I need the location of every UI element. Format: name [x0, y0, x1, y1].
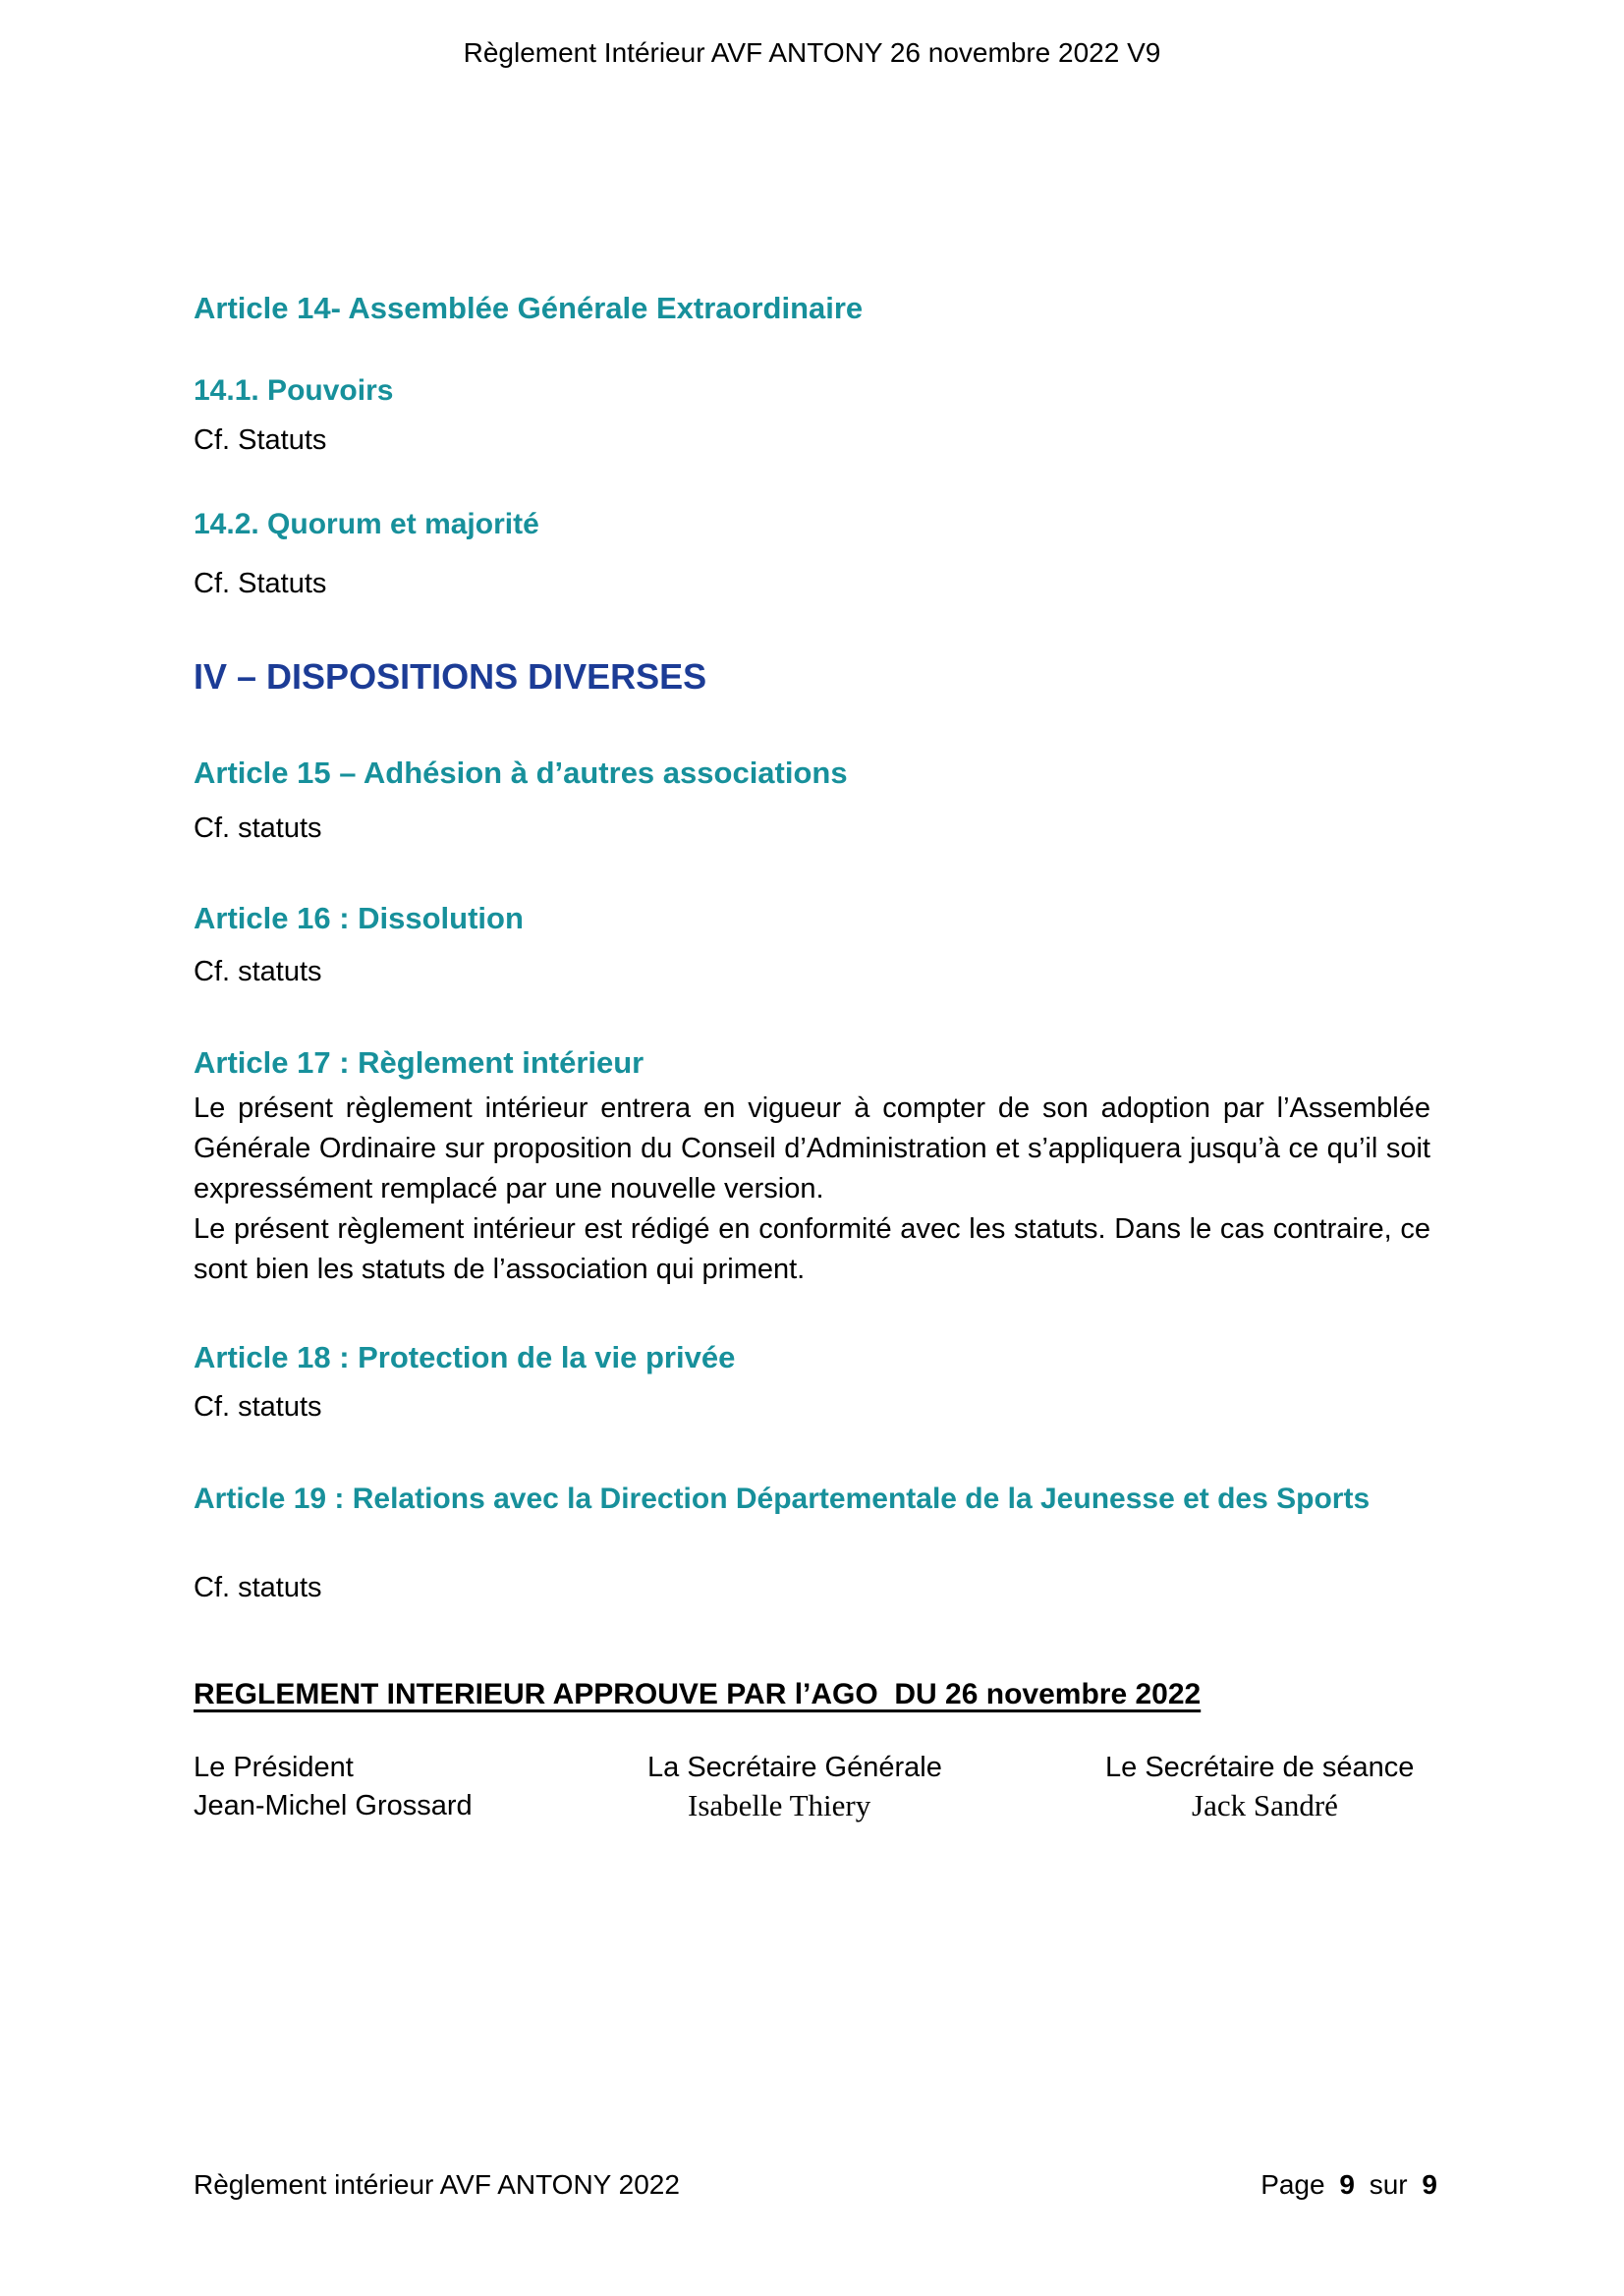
- body-14-2: Cf. Statuts: [194, 568, 327, 599]
- heading-article-15: Article 15 – Adhésion à d’autres associations: [194, 756, 848, 790]
- footer-page-indicator: [1260, 2169, 1437, 2201]
- page-header-title: Règlement Intérieur AVF ANTONY 26 novembre 2022 V9: [463, 37, 1161, 68]
- heading-part-iv: IV – DISPOSITIONS DIVERSES: [194, 656, 707, 697]
- signature-role-secretaire-seance: Le Secrétaire de séance: [1105, 1752, 1415, 1783]
- body-article-18: Cf. statuts: [194, 1391, 322, 1423]
- footer-page-number: 9: [1339, 2169, 1355, 2200]
- footer-page-word: Page: [1260, 2169, 1325, 2200]
- article-17-text-block: [194, 1089, 1430, 1290]
- footer-document-title: Règlement intérieur AVF ANTONY 2022: [194, 2169, 680, 2200]
- heading-14-1-pouvoirs: 14.1. Pouvoirs: [194, 374, 394, 407]
- footer-of-word: sur: [1369, 2169, 1408, 2200]
- heading-article-14: Article 14- Assemblée Générale Extraordinaire: [194, 291, 864, 325]
- signature-name-secretaire-seance: Jack Sandré: [1192, 1788, 1338, 1822]
- body-article-16: Cf. statuts: [194, 956, 322, 987]
- heading-article-19: Article 19 : Relations avec la Direction Départementale de la Jeunesse et des Sports: [194, 1483, 1371, 1515]
- article-17-paragraph-2: Le présent règlement intérieur est rédigé en conformité avec les statuts. Dans le cas contraire, ce sont bien les statuts de l’association qui priment.: [194, 1213, 1430, 1285]
- heading-article-16: Article 16 : Dissolution: [194, 901, 524, 935]
- footer-total-pages: 9: [1422, 2169, 1437, 2200]
- body-article-15: Cf. statuts: [194, 812, 322, 844]
- body-14-1: Cf. Statuts: [194, 424, 327, 456]
- heading-14-2-quorum: 14.2. Quorum et majorité: [194, 508, 539, 540]
- signature-role-president: Le Président: [194, 1752, 354, 1783]
- approval-statement: REGLEMENT INTERIEUR APPROUVE PAR l’AGO DU 26 novembre 2022: [194, 1678, 1202, 1710]
- heading-article-18: Article 18 : Protection de la vie privée: [194, 1340, 736, 1374]
- body-article-19: Cf. statuts: [194, 1572, 322, 1603]
- signature-role-secretaire-generale: La Secrétaire Générale: [647, 1752, 942, 1783]
- heading-article-17: Article 17 : Règlement intérieur: [194, 1045, 644, 1080]
- signature-name-secretaire-generale: Isabelle Thiery: [688, 1788, 871, 1822]
- signature-name-president: Jean-Michel Grossard: [194, 1790, 473, 1821]
- article-17-paragraph-1: Le présent règlement intérieur entrera en vigueur à compter de son adoption par l’Assemblée Générale Ordinaire sur proposition du Conseil d’Administration et s’appliquera jusqu’à ce qu’il soit expressément remplacé par une nouvelle version.: [194, 1092, 1430, 1204]
